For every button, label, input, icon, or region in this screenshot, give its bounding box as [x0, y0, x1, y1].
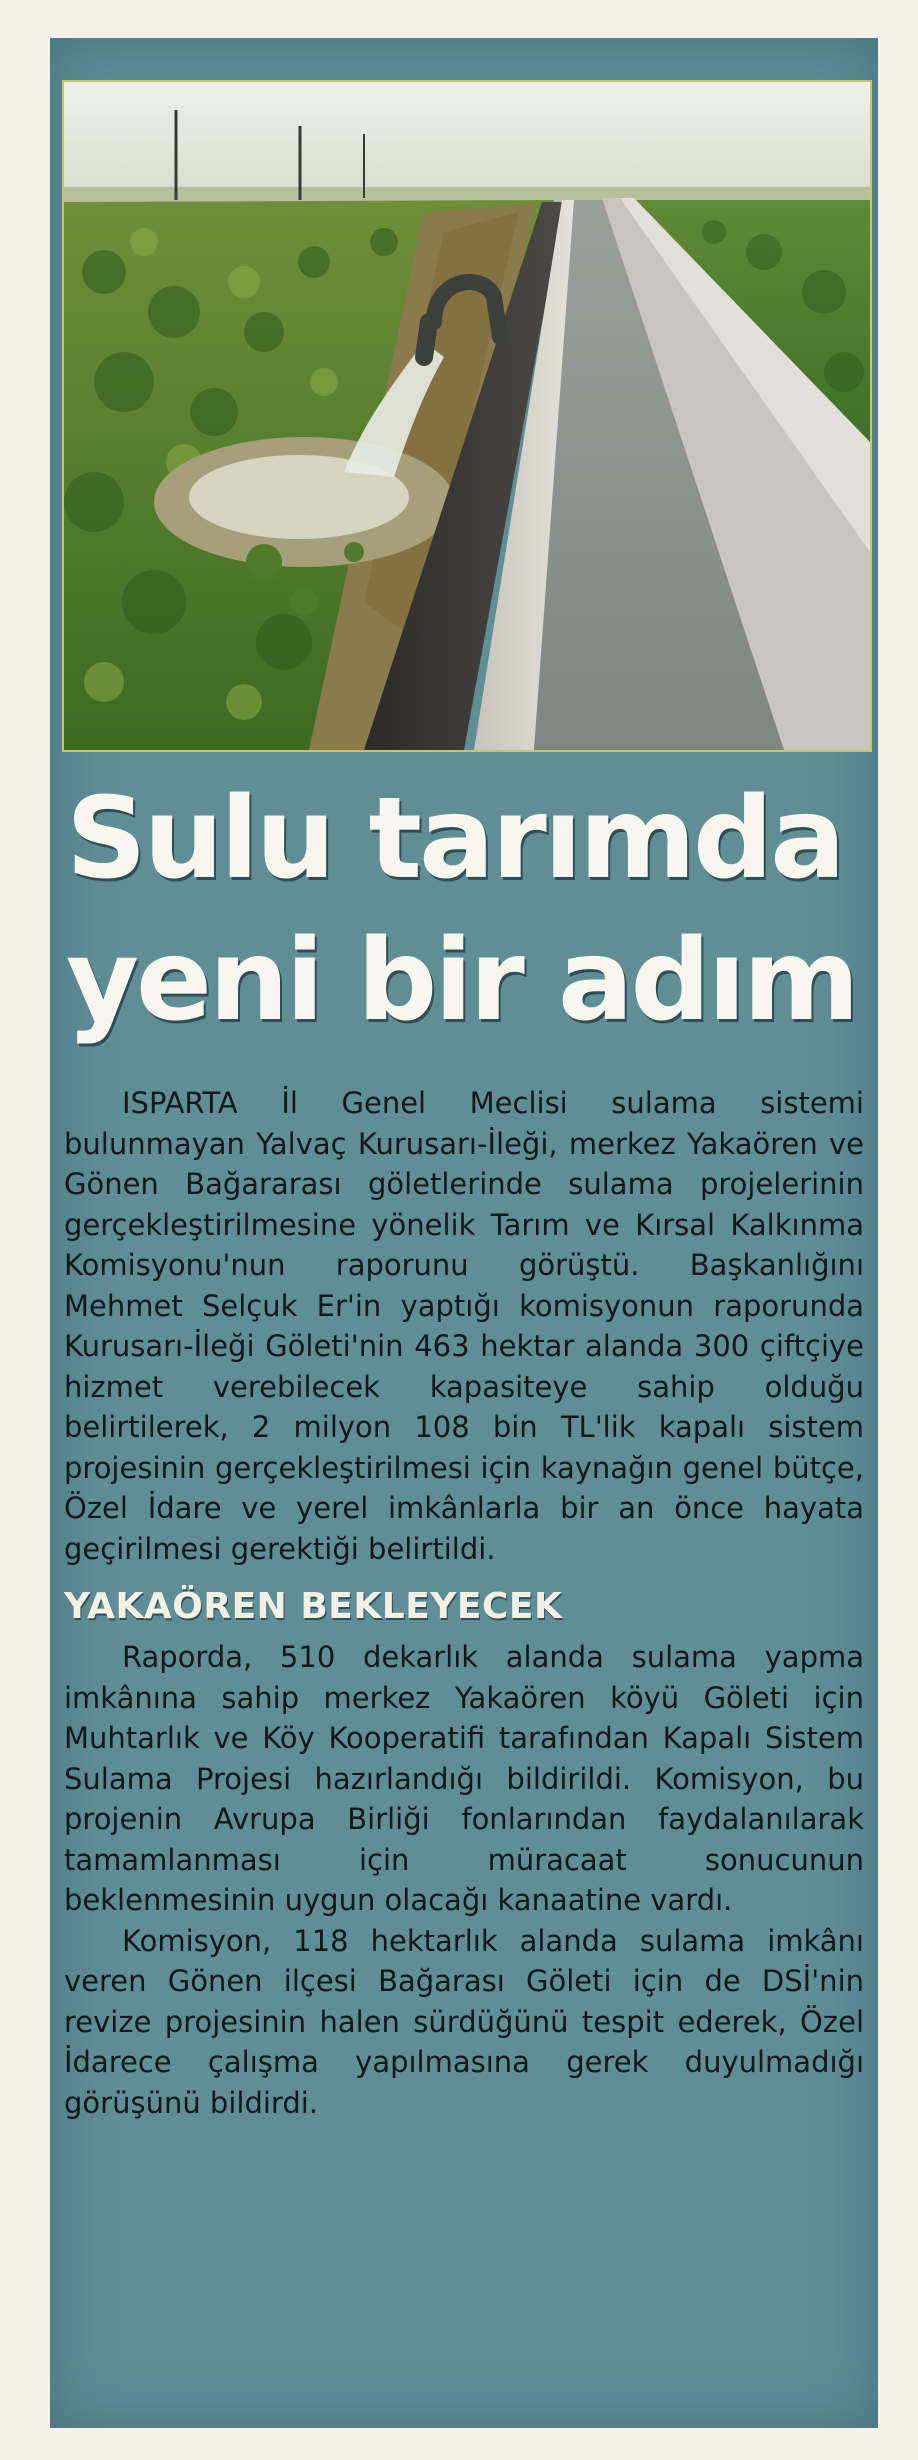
subheading: YAKAÖREN BEKLEYECEK — [64, 1586, 563, 1627]
paragraph-3: Komisyon, 118 hektarlık alanda sulama imkânı veren Gönen ilçesi Bağarası Göleti için de DSİ'nin revize projesinin halen sürdüğünü tespit ederek, Özel İdarece çalışma yapılmasına gerek duyulmadığı görüşünü bildirdi. — [64, 1923, 864, 2120]
sky — [64, 82, 870, 197]
headline-line-1: Sulu tarımda — [66, 774, 843, 904]
headline-line-2: yeni bir adım — [66, 916, 857, 1046]
article-body — [64, 1083, 864, 2123]
irrigation-photo — [62, 80, 872, 752]
paragraph-2: Raporda, 510 dekarlık alanda sulama yapma imkânına sahip merkez Yakaören köyü Göleti için Muhtarlık ve Köy Kooperatifi tarafından Kapalı Sistem Sulama Projesi hazırlandığı bildirildi. Komisyon, bu projenin Avrupa Birliği fonlarından faydalanılarak tamamlanması için müracaat sonucunun beklenmesinin uygun olacağı kanaatine vardı. — [64, 1640, 864, 1917]
headline — [66, 768, 866, 1052]
newspaper-clipping — [50, 38, 878, 2428]
paragraph-1: ISPARTA İl Genel Meclisi sulama sistemi bulunmayan Yalvaç Kurusarı-İleği, merkez Yakaören ve Gönen Bağararası göletlerinde sulama projelerinin gerçekleştirilmesine yönelik Tarım ve Kırsal Kalkınma Komisyonu'nun raporunu görüştü. Başkanlığını Mehmet Selçuk Er'in yaptığı komisyonun raporunda Kurusarı-İleği Göleti'nin 463 hektar alanda 300 çiftçiye hizmet verebilecek kapasiteye sahip olduğu belirtilerek, 2 milyon 108 bin TL'lik kapalı sistem projesinin gerçekleştirilmesi için kaynağın genel bütçe, Özel İdare ve yerel imkânlarla bir an önce hayata geçirilmesi gerektiği belirtildi. — [64, 1086, 864, 1566]
